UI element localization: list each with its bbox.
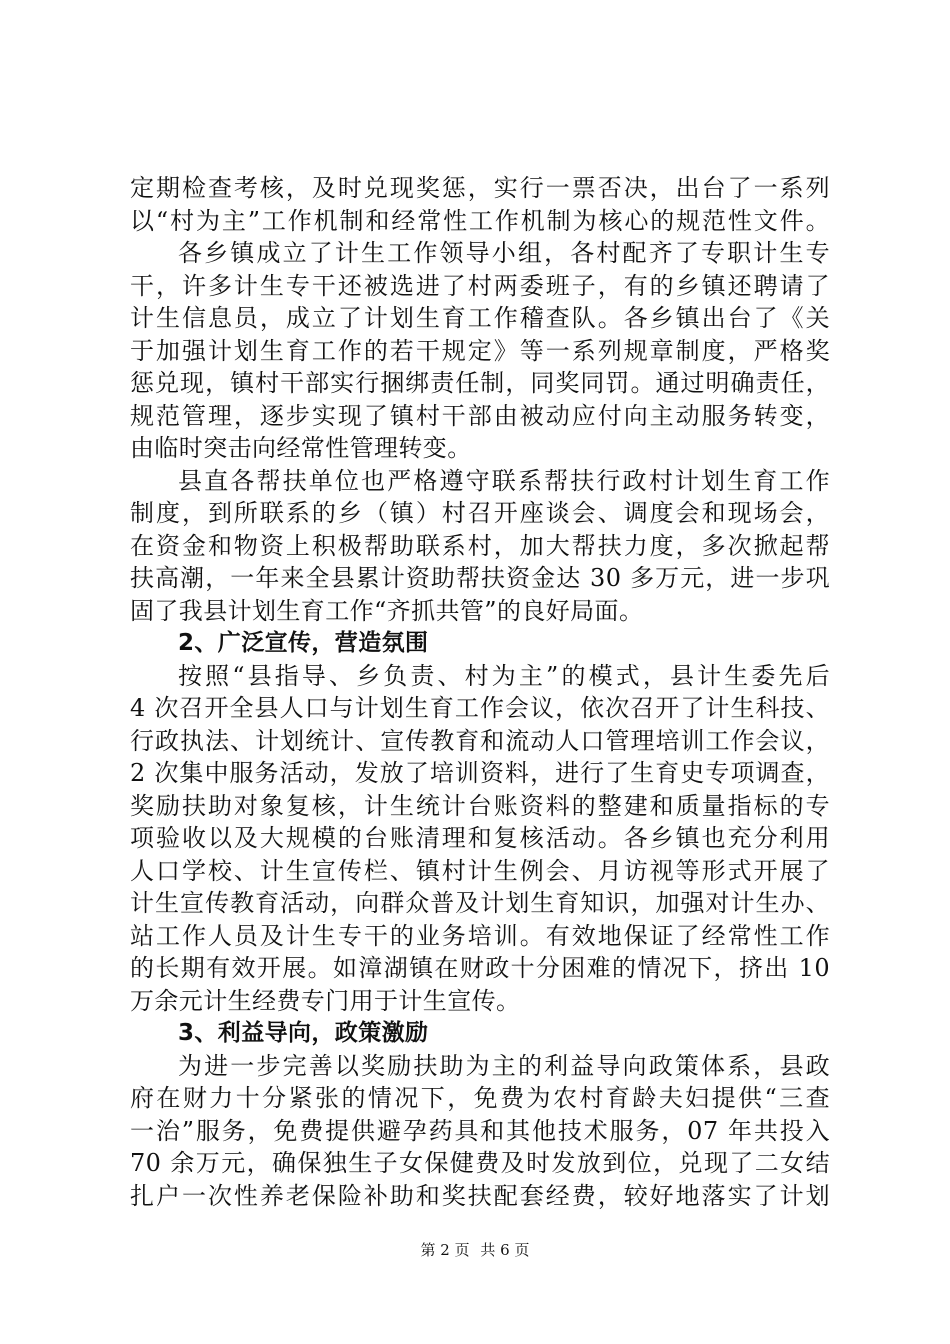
text-line: 惩兑现，镇村干部实行捆绑责任制，同奖同罚。通过明确责任， bbox=[130, 369, 830, 397]
section-heading: 3、利益导向，政策激励 bbox=[178, 1020, 429, 1046]
text-line: 一治”服务，免费提供避孕药具和其他技术服务，07 年共投入 bbox=[130, 1116, 830, 1145]
text-line: 万余元计生经费专门用于计生宣传。 bbox=[130, 986, 521, 1015]
text-line: 于加强计划生育工作的若干规定》等一系列规章制度，严格奖 bbox=[130, 336, 830, 365]
text-line: 4 次召开全县人口与计划生育工作会议，依次召开了计生科技、 bbox=[130, 694, 830, 722]
text-line: 的长期有效开展。如漳湖镇在财政十分困难的情况下，挤出 10 bbox=[130, 954, 830, 982]
text-line: 各乡镇成立了计生工作领导小组，各村配齐了专职计生专 bbox=[178, 239, 830, 267]
text-line: 2 次集中服务活动，发放了培训资料，进行了生育史专项调查， bbox=[130, 759, 830, 787]
text-line: 府在财力十分紧张的情况下，免费为农村育龄夫妇提供“三查 bbox=[130, 1084, 830, 1112]
text-line: 行政执法、计划统计、宣传教育和流动人口管理培训工作会议， bbox=[130, 726, 830, 755]
text-line: 为进一步完善以奖励扶助为主的利益导向政策体系，县政 bbox=[178, 1051, 830, 1080]
text-line: 固了我县计划生育工作“齐抓共管”的良好局面。 bbox=[130, 596, 644, 625]
text-line: 规范管理，逐步实现了镇村干部由被动应付向主动服务转变， bbox=[130, 401, 830, 430]
text-line: 扶高潮，一年来全县累计资助帮扶资金达 30 多万元，进一步巩 bbox=[130, 564, 830, 592]
text-line: 由临时突击向经常性管理转变。 bbox=[130, 434, 472, 462]
text-line: 在资金和物资上积极帮助联系村，加大帮扶力度，多次掀起帮 bbox=[130, 531, 830, 560]
text-line: 以“村为主”工作机制和经常性工作机制为核心的规范性文件。 bbox=[130, 206, 830, 235]
text-line: 人口学校、计生宣传栏、镇村计生例会、月访视等形式开展了 bbox=[130, 856, 830, 885]
text-line: 奖励扶助对象复核，计生统计台账资料的整建和质量指标的专 bbox=[130, 791, 830, 820]
text-line: 按照“县指导、乡负责、村为主”的模式，县计生委先后 bbox=[178, 661, 830, 690]
text-line: 干，许多计生专干还被选进了村两委班子，有的乡镇还聘请了 bbox=[130, 271, 830, 300]
text-line: 扎户一次性养老保险补助和奖扶配套经费，较好地落实了计划 bbox=[130, 1181, 830, 1210]
section-heading: 2、广泛宣传，营造氛围 bbox=[178, 630, 429, 656]
text-line: 计生信息员，成立了计划生育工作稽查队。各乡镇出台了《关 bbox=[130, 304, 830, 332]
page-footer bbox=[0, 1240, 950, 1260]
document-body bbox=[130, 172, 830, 1212]
text-line: 定期检查考核，及时兑现奖惩，实行一票否决，出台了一系列 bbox=[130, 174, 830, 202]
text-line: 项验收以及大规模的台账清理和复核活动。各乡镇也充分利用 bbox=[130, 824, 830, 852]
page-number: 第 2 页 bbox=[420, 1241, 470, 1259]
text-line: 县直各帮扶单位也严格遵守联系帮扶行政村计划生育工作 bbox=[178, 466, 830, 495]
text-line: 制度，到所联系的乡（镇）村召开座谈会、调度会和现场会， bbox=[130, 499, 830, 527]
page-total: 共 6 页 bbox=[480, 1241, 530, 1259]
text-line: 站工作人员及计生专干的业务培训。有效地保证了经常性工作 bbox=[130, 921, 830, 950]
text-line: 70 余万元，确保独生子女保健费及时发放到位，兑现了二女结 bbox=[130, 1149, 830, 1177]
text-line: 计生宣传教育活动，向群众普及计划生育知识，加强对计生办、 bbox=[130, 889, 830, 917]
